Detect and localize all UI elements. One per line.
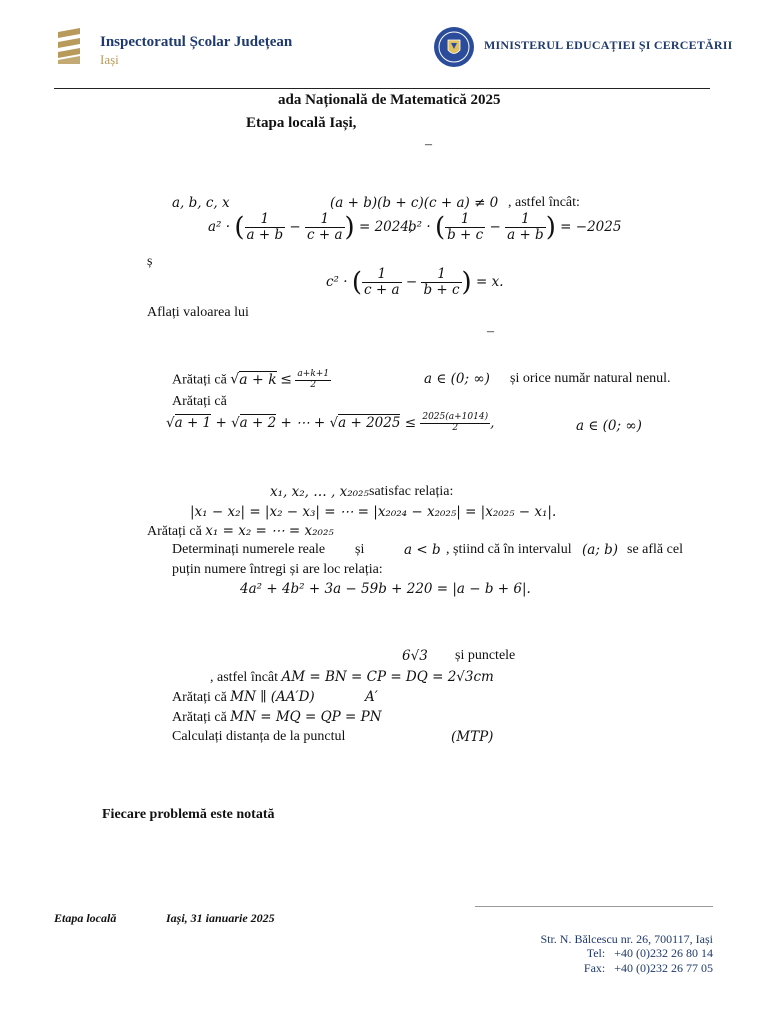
p2a-domain: a ∈ (0; ∞) (424, 371, 490, 387)
p1-intro-vars: a, b, c, x (172, 195, 230, 211)
p4-cond-prefix: , astfel încât (210, 670, 279, 685)
p3-det-line-2: puțin numere întregi și are loc relația: (172, 562, 383, 577)
p2a-frac-den: 2 (310, 379, 317, 390)
p2a-frac-num: a+k+1 (297, 369, 330, 379)
p1-ask: Aflați valoarea lui (147, 305, 249, 320)
p4b-text: Arătați că (172, 710, 227, 725)
p2b-inequality: √a + 1 + √a + 2 + ⋯ + √a + 2025 ≤ $\frac{2025(a+1014)}{2}$ , (166, 412, 495, 433)
p3-det-interval: (a; b) (582, 542, 619, 558)
p3-det-eq: 4a² + 4b² + 3a − 59b + 220 = |a − b + 6|. (240, 581, 531, 597)
p2b-frac-den: 2 (452, 422, 459, 433)
olympiad-title: ada Națională de Matematică 2025 (278, 92, 501, 108)
p4-cond: AM = BN = CP = DQ = 2√3cm (281, 669, 494, 685)
p3-show-text: Arătați că (147, 524, 202, 539)
p3-det-text-2: , știind că în intervalul (446, 542, 572, 557)
ministry-title: MINISTERUL EDUCAȚIEI ȘI CERCETĂRII (484, 38, 733, 52)
p1-equation-1: a² · ( $\frac{1}{a + b}$ − $\frac{1}{c + a}$ ) = 2024, (208, 211, 414, 243)
p4a-line (172, 689, 315, 706)
grading-note: Fiecare problemă este notată (102, 807, 275, 822)
p2b-sqrt-1: a + 1 (174, 414, 212, 431)
footer-fax-value: +40 (0)232 26 77 05 (614, 961, 713, 975)
isj-subtitle: Iași (100, 52, 119, 67)
p4-cond-line (210, 669, 494, 686)
p2a-text: Arătați că (172, 372, 227, 388)
p3-det-text-3: se află cel (627, 542, 683, 557)
p3-show-line (147, 523, 334, 540)
p1-intro-tail: , astfel încât: (508, 195, 580, 210)
p4-side: 6√3 (402, 648, 428, 664)
p2b-sqrt-2: a + 2 (239, 414, 277, 431)
footer-rule (475, 906, 713, 907)
footer-fax-label: Fax: (583, 961, 606, 975)
footer-stage: Etapa locală (54, 911, 117, 925)
stage-title: Etapa locală Iași, (246, 115, 357, 131)
footer-tel-label: Tel: (586, 946, 606, 960)
p1-eq3-result: = x. (476, 273, 504, 290)
p3-vars: x₁, x₂, … , x₂₀₂₅ (270, 484, 369, 500)
p3-vars-tail: satisfac relația: (369, 484, 454, 499)
p4-and-points: și punctele (455, 648, 516, 663)
p4b-line (172, 709, 382, 726)
footer-date: Iași, 31 ianuarie 2025 (166, 911, 275, 925)
p4a-text: Arătați că (172, 690, 227, 705)
p2b-frac-num: 2025(a+1014) (422, 412, 489, 422)
p2b-text: Arătați că (172, 394, 227, 409)
government-seal-icon (433, 26, 475, 68)
p2b-domain: a ∈ (0; ∞) (576, 418, 642, 434)
p1-dash: – (487, 324, 494, 339)
p1-eq1-result: = 2024, (358, 218, 414, 235)
p4b-expr: MN = MQ = QP = PN (230, 709, 382, 725)
footer-tel (587, 946, 713, 961)
p1-equation-3: c² · ( $\frac{1}{c + a}$ − $\frac{1}{b + c}$ ) = x. (326, 266, 504, 298)
footer-fax (584, 961, 713, 976)
p2a-leq: ≤ (280, 371, 292, 388)
isj-title: Inspectoratul Școlar Județean (100, 34, 293, 50)
p1-intro-cond: (a + b)(b + c)(c + a) ≠ 0 (330, 195, 499, 211)
header-rule (54, 88, 710, 89)
title-dash: – (425, 137, 432, 152)
p4c-plane: (MTP) (451, 729, 494, 745)
p3-det-si: și (355, 542, 365, 557)
p2a-sqrt: a + k (239, 371, 277, 388)
p1-eq2-result: = −2025 (560, 218, 622, 235)
p1-equation-2: b² · ( $\frac{1}{b + c}$ − $\frac{1}{a + b}$ ) = −2025 (408, 211, 622, 243)
p2a-tail: și orice număr natural nenul. (510, 371, 671, 386)
p2b-sqrt-3: a + 2025 (338, 414, 401, 431)
p4a-expr: MN ∥ (AA′D) (230, 689, 315, 705)
p4a-point: A′ (365, 689, 378, 705)
p1-si: ș (147, 254, 153, 269)
isj-logo-icon (54, 26, 86, 66)
p4c-text: Calculați distanța de la punctul (172, 729, 346, 744)
p2b-dots: + ⋯ + (280, 414, 326, 431)
footer-address: Str. N. Bălcescu nr. 26, 700117, Iași (540, 932, 713, 946)
p2a-line: Arătați că √a + k ≤ $\frac{a+k+1}{2}$ (172, 369, 330, 390)
p3-show-eq: x₁ = x₂ = ⋯ = x₂₀₂₅ (205, 523, 334, 539)
p3-relation: |x₁ − x₂| = |x₂ − x₃| = ⋯ = |x₂₀₂₄ − x₂₀₂₅| = |x₂₀₂₅ − x₁|. (190, 504, 557, 520)
footer-tel-value: +40 (0)232 26 80 14 (614, 946, 713, 960)
p3-det-text-1: Determinați numerele reale (172, 542, 326, 557)
p3-det-cond: a < b (404, 542, 441, 558)
